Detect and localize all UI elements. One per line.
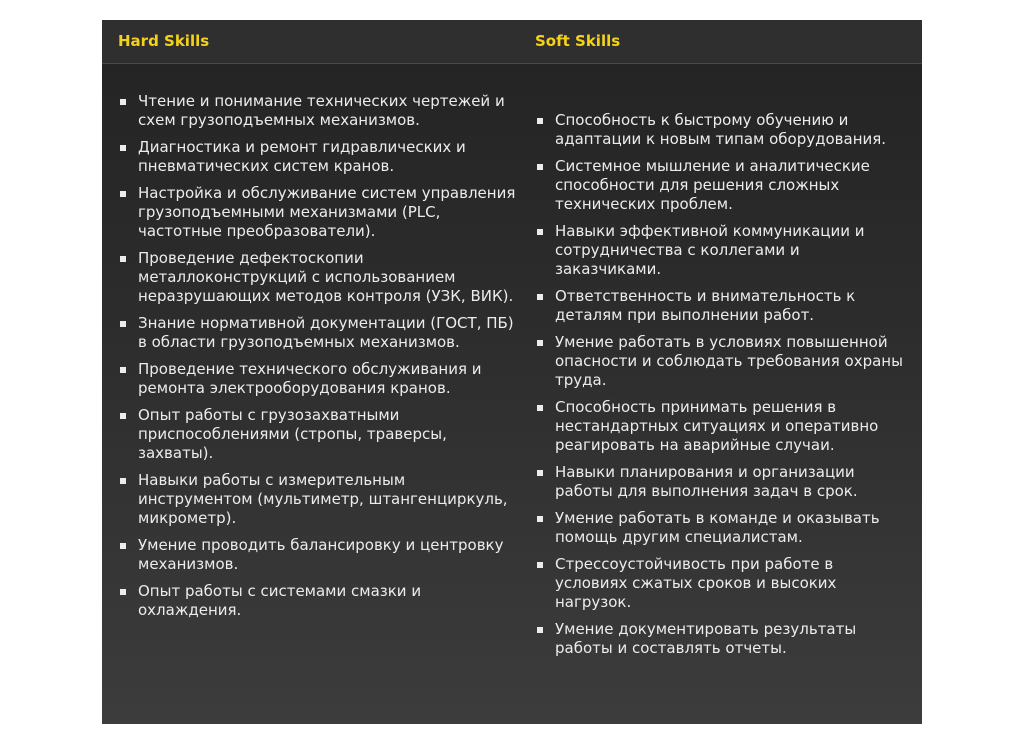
list-item-text: Ответственность и внимательность к деталям при выполнении работ. xyxy=(555,287,856,324)
list-item-text: Умение документировать результаты работы и составлять отчеты. xyxy=(555,620,857,657)
list-item xyxy=(118,406,516,463)
list-item-text: Опыт работы с грузозахватными приспособлениями (стропы, траверсы, захваты). xyxy=(138,406,447,462)
list-item-text: Умение работать в команде и оказывать помощь другим специалистам. xyxy=(555,509,880,546)
list-item-text: Умение проводить балансировку и центровку механизмов. xyxy=(138,536,504,573)
list-item-text: Чтение и понимание технических чертежей и схем грузоподъемных механизмов. xyxy=(138,92,505,129)
bullet-icon xyxy=(120,589,126,595)
bullet-icon xyxy=(537,627,543,633)
list-item xyxy=(118,92,516,130)
list-item xyxy=(118,184,516,241)
soft-skills-heading: Soft Skills xyxy=(535,32,621,50)
bullet-icon xyxy=(537,118,543,124)
list-item xyxy=(118,360,516,398)
list-item-text: Способность к быстрому обучению и адаптации к новым типам оборудования. xyxy=(555,111,887,148)
list-item-text: Навыки планирования и организации работы для выполнения задач в срок. xyxy=(555,463,858,500)
list-item-text: Настройка и обслуживание систем управления грузоподъемными механизмами (PLC, частотные преобразователи). xyxy=(138,184,516,240)
list-item-text: Системное мышление и аналитические способности для решения сложных технических проблем. xyxy=(555,157,870,213)
list-item xyxy=(535,463,907,501)
list-item xyxy=(535,398,907,455)
bullet-icon xyxy=(120,99,126,105)
list-item xyxy=(535,555,907,612)
bullet-icon xyxy=(537,294,543,300)
list-item-text: Проведение технического обслуживания и ремонта электрооборудования кранов. xyxy=(138,360,482,397)
list-item xyxy=(118,249,516,306)
bullet-icon xyxy=(537,340,543,346)
bullet-icon xyxy=(120,145,126,151)
bullet-icon xyxy=(120,413,126,419)
bullet-icon xyxy=(120,256,126,262)
bullet-icon xyxy=(537,405,543,411)
list-item xyxy=(118,471,516,528)
list-item-text: Способность принимать решения в нестандартных ситуациях и оперативно реагировать на аварийные случаи. xyxy=(555,398,879,454)
bullet-icon xyxy=(537,516,543,522)
hard-skills-list xyxy=(118,92,516,628)
bullet-icon xyxy=(120,321,126,327)
list-item xyxy=(118,536,516,574)
list-item-text: Навыки эффективной коммуникации и сотрудничества с коллегами и заказчиками. xyxy=(555,222,865,278)
bullet-icon xyxy=(120,543,126,549)
list-item xyxy=(535,157,907,214)
bullet-icon xyxy=(537,562,543,568)
list-item xyxy=(535,333,907,390)
list-item-text: Проведение дефектоскопии металлоконструкций с использованием неразрушающих методов контроля (УЗК, ВИК). xyxy=(138,249,514,305)
list-item-text: Знание нормативной документации (ГОСТ, ПБ) в области грузоподъемных механизмов. xyxy=(138,314,514,351)
list-item xyxy=(535,222,907,279)
list-item xyxy=(118,314,516,352)
bullet-icon xyxy=(120,191,126,197)
skills-table xyxy=(102,20,922,724)
table-header xyxy=(102,20,922,64)
soft-skills-list xyxy=(535,111,907,666)
list-item xyxy=(535,509,907,547)
bullet-icon xyxy=(537,164,543,170)
bullet-icon xyxy=(120,478,126,484)
list-item xyxy=(535,111,907,149)
list-item xyxy=(535,287,907,325)
list-item-text: Навыки работы с измерительным инструментом (мультиметр, штангенциркуль, микрометр). xyxy=(138,471,508,527)
list-item-text: Стрессоустойчивость при работе в условиях сжатых сроков и высоких нагрузок. xyxy=(555,555,837,611)
list-item xyxy=(535,620,907,658)
list-item xyxy=(118,582,516,620)
hard-skills-heading: Hard Skills xyxy=(118,32,210,50)
list-item xyxy=(118,138,516,176)
bullet-icon xyxy=(537,229,543,235)
list-item-text: Диагностика и ремонт гидравлических и пневматических систем кранов. xyxy=(138,138,466,175)
list-item-text: Опыт работы с системами смазки и охлаждения. xyxy=(138,582,422,619)
bullet-icon xyxy=(537,470,543,476)
bullet-icon xyxy=(120,367,126,373)
list-item-text: Умение работать в условиях повышенной опасности и соблюдать требования охраны труда. xyxy=(555,333,903,389)
